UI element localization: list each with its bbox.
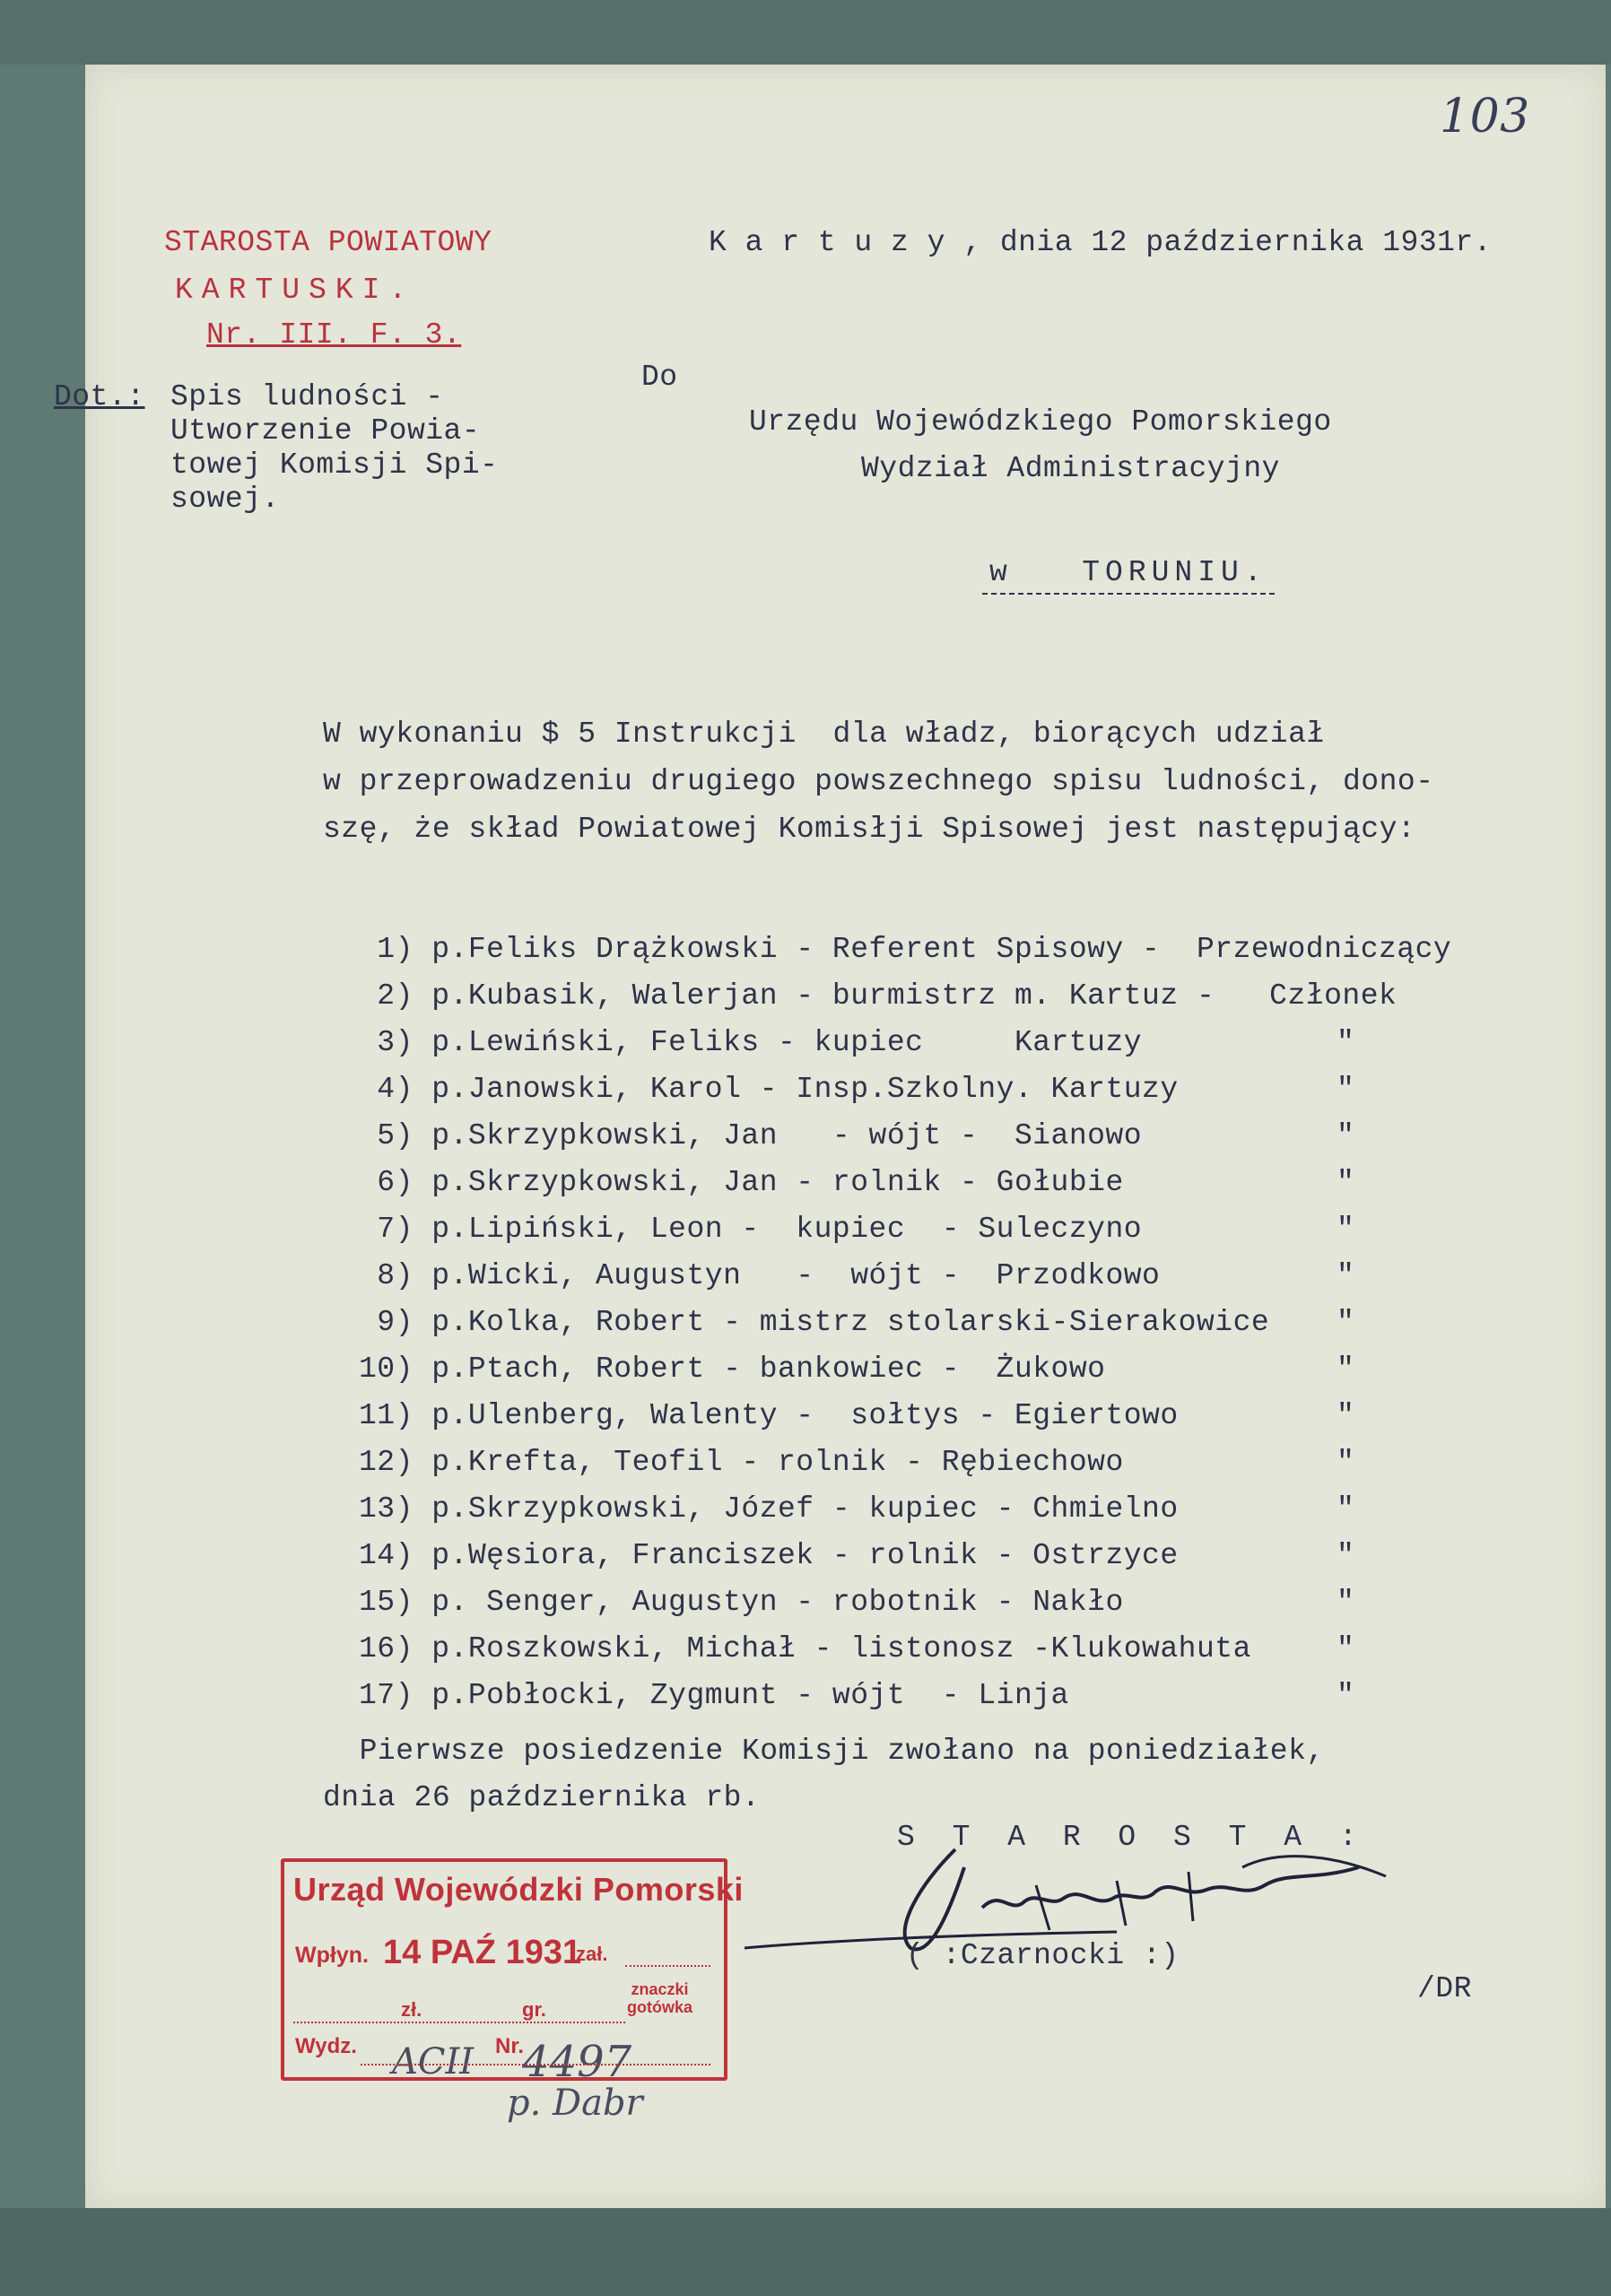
list-item [359, 1492, 1179, 1526]
list-item [359, 1213, 1142, 1246]
addressee-city: w TORUNIU. [982, 556, 1275, 595]
list-item-text: p.Lewiński, Feliks - kupiec Kartuzy [431, 1026, 1143, 1059]
sender-office: STAROSTA POWIATOWY [164, 226, 492, 259]
closing-paragraph: Pierwsze posiedzenie Komisji zwołano na poniedziałek, dnia 26 października rb. [323, 1735, 1325, 1814]
list-item-text: p.Kubasik, Walerjan - burmistrz m. Kartuz - Członek [431, 979, 1398, 1013]
typist-initials: /DR [1417, 1972, 1472, 2005]
list-item-number: 16) [359, 1632, 414, 1665]
ditto-mark: " [1337, 1306, 1355, 1339]
ditto-mark: " [1337, 1073, 1355, 1106]
stamp-division-value: ACII [392, 2041, 475, 2083]
list-item-number: 1) [359, 933, 414, 966]
list-item [359, 979, 1397, 1013]
signatory-name: ( :Czarnocki :) [906, 1939, 1180, 1972]
list-item-text: p.Kolka, Robert - mistrz stolarski-Sierakowice [431, 1306, 1270, 1339]
ditto-mark: " [1337, 1119, 1355, 1152]
addressee-office: Urzędu Wojewódzkiego Pomorskiego [749, 405, 1332, 439]
ditto-mark: " [1337, 1446, 1355, 1479]
scan-background-bottom [0, 2208, 1611, 2296]
signature-title: S T A R O S T A : [897, 1821, 1367, 1854]
list-item-number: 14) [359, 1539, 414, 1572]
list-item-number: 5) [359, 1119, 414, 1152]
list-item [359, 1026, 1142, 1059]
place-date-line: K a r t u z y , dnia 12 października 1931r. [709, 226, 1493, 259]
ditto-mark: " [1337, 1399, 1355, 1432]
ditto-mark: " [1337, 1539, 1355, 1572]
stamp-office: Urząd Wojewódzki Pomorski [293, 1871, 744, 1908]
stamp-attachments-label: zał. [576, 1943, 608, 1965]
list-item [359, 1259, 1160, 1292]
list-item [359, 1306, 1269, 1339]
list-item-number: 17) [359, 1679, 414, 1712]
stamp-gr-label: gr. [522, 1998, 546, 2021]
list-item-number: 12) [359, 1446, 414, 1479]
list-item-number: 9) [359, 1306, 414, 1339]
list-item-number: 6) [359, 1166, 414, 1199]
stamp-dotted-line [361, 2064, 710, 2066]
list-item-number: 8) [359, 1259, 414, 1292]
reference-number: Nr. III. F. 3. [206, 318, 462, 352]
ditto-mark: " [1337, 1166, 1355, 1199]
scan-background-top [0, 0, 1611, 65]
sender-district: KARTUSKI. [175, 274, 416, 307]
stamp-number-label: Nr. [495, 2034, 525, 2058]
list-item [359, 1586, 1124, 1619]
list-item-text: p.Lipiński, Leon - kupiec - Suleczyno [431, 1213, 1143, 1246]
list-item-text: p.Skrzypkowski, Jan - rolnik - Gołubie [431, 1166, 1124, 1199]
list-item [359, 1073, 1179, 1106]
addressee-to: Do [641, 361, 678, 394]
list-item-text: p.Skrzypkowski, Jan - wójt - Sianowo [431, 1119, 1143, 1152]
subject-text: Spis ludności - Utworzenie Powia- towej Komisji Spi- sowej. [170, 380, 499, 516]
list-item-text: p.Roszkowski, Michał - listonosz -Klukowahuta [431, 1632, 1251, 1665]
list-item-number: 3) [359, 1026, 414, 1059]
list-item [359, 1539, 1179, 1572]
handwritten-note: p. Dabr [507, 2083, 643, 2124]
intro-paragraph: W wykonaniu $ 5 Instrukcji dla władz, biorących udział w przeprowadzeniu drugiego powszechnego spisu ludności, dono- szę, że skład Powiatowej Komisłji Spisowej jest następujący: [323, 718, 1434, 846]
list-item [359, 933, 1451, 966]
stamp-received-label: Wpłyn. [295, 1943, 369, 1968]
addressee-department: Wydział Administracyjny [861, 452, 1280, 485]
stamp-dotted-line [293, 2022, 625, 2023]
subject-label: Dot.: [54, 380, 145, 413]
list-item-text: p.Janowski, Karol - Insp.Szkolny. Kartuzy [431, 1073, 1179, 1106]
list-item-text: p.Ulenberg, Walenty - sołtys - Egiertowo [431, 1399, 1179, 1432]
ditto-mark: " [1337, 1026, 1355, 1059]
received-stamp [281, 1858, 744, 2087]
stamp-stamps-label: znaczki gotówka [627, 1980, 693, 2016]
list-item-number: 13) [359, 1492, 414, 1526]
list-item-text: p.Ptach, Robert - bankowiec - Żukowo [431, 1352, 1106, 1386]
list-item-number: 7) [359, 1213, 414, 1246]
list-item-text: p.Wicki, Augustyn - wójt - Przodkowo [431, 1259, 1161, 1292]
list-item-text: p.Skrzypkowski, Józef - kupiec - Chmielno [431, 1492, 1179, 1526]
stamp-division-label: Wydz. [295, 2034, 357, 2058]
list-item-number: 15) [359, 1586, 414, 1619]
ditto-mark: " [1337, 1679, 1355, 1712]
list-item-text: p.Węsiora, Franciszek - rolnik - Ostrzyce [431, 1539, 1179, 1572]
list-item [359, 1446, 1124, 1479]
list-item-number: 2) [359, 979, 414, 1013]
ditto-mark: " [1337, 1492, 1355, 1526]
folio-number: 103 [1440, 90, 1530, 144]
list-item [359, 1166, 1124, 1199]
list-item-number: 11) [359, 1399, 414, 1432]
stamp-received-date: 14 PAŹ 1931 [383, 1934, 582, 1971]
list-item [359, 1679, 1069, 1712]
list-item-text: p. Senger, Augustyn - robotnik - Nakło [431, 1586, 1124, 1619]
ditto-mark: " [1337, 1213, 1355, 1246]
list-item-text: p.Feliks Drążkowski - Referent Spisowy - Przewodniczący [431, 933, 1452, 966]
stamp-number-value: 4497 [522, 2037, 632, 2087]
list-item-number: 4) [359, 1073, 414, 1106]
stamp-zl-label: zł. [401, 1998, 422, 2021]
list-item [359, 1632, 1251, 1665]
list-item [359, 1119, 1142, 1152]
ditto-mark: " [1337, 1586, 1355, 1619]
document-page [54, 65, 1606, 2208]
list-item [359, 1399, 1179, 1432]
list-item-text: p.Krefta, Teofil - rolnik - Rębiechowo [431, 1446, 1124, 1479]
ditto-mark: " [1337, 1632, 1355, 1665]
list-item-text: p.Pobłocki, Zygmunt - wójt - Linja [431, 1679, 1069, 1712]
stamp-dotted-line [625, 1965, 710, 1967]
list-item-number: 10) [359, 1352, 414, 1386]
ditto-mark: " [1337, 1352, 1355, 1386]
list-item [359, 1352, 1105, 1386]
ditto-mark: " [1337, 1259, 1355, 1292]
